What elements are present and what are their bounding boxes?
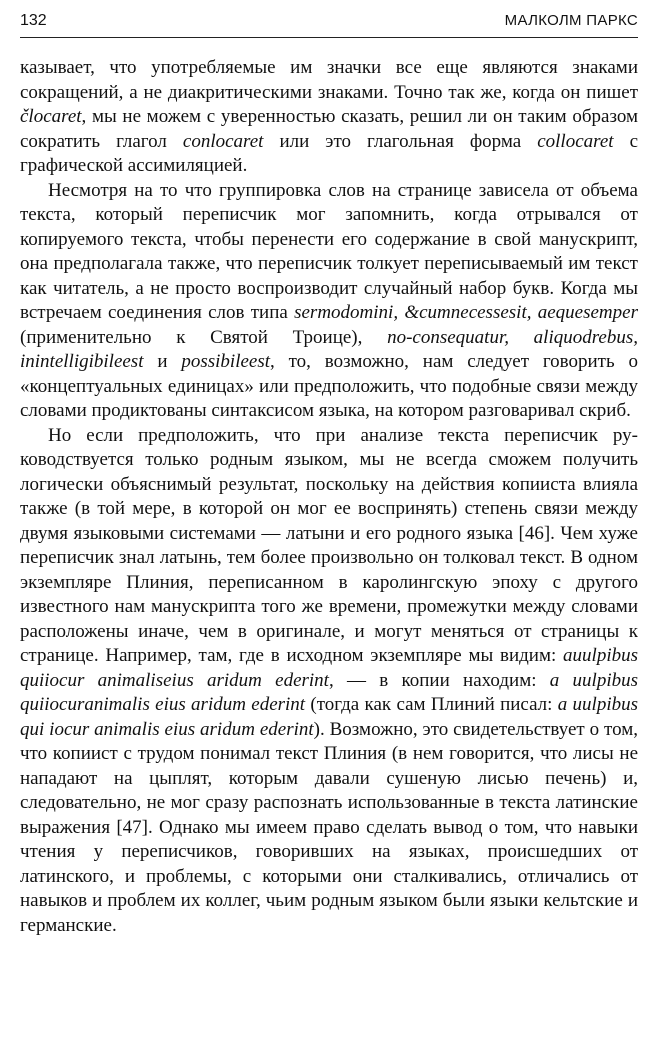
paragraph-text: казывает, что употребляемые им значки все еще являются знаками сокращений, а не диакритическими знаками. Точно так же, когда он пишет	[20, 57, 638, 103]
paragraph-text: Но если предположить, что при анализе текста переписчик руководствуется только родным языком, мы не всегда сможем получить логически объяснимый результат, поскольку на действия копииста влияла также (в той мере, в которой он мог ее воспринять) степень связи между двумя языковыми системами — латыни и его родного языка [46]. Чем хуже переписчик знал латынь, тем более произвольно он толковал текст. В одном экземпляре Плиния, переписанном в каролингскую эпоху с другого известного нам манускрипта того же времени, промежутки между словами расположены иначе, чем в оригинале, и могут меняться от страницы к странице. Например, там, где в исходном экземпляре мы видим:	[20, 424, 638, 666]
paragraph-text: Несмотря на то что группировка слов на странице зависела от объема текста, который переписчик мог запомнить, когда отрывался от копируемого текста, чтобы перенести его содержание в свой манускрипт, она предполагала также, что переписчик толкует переписываемый им текст как читатель, а не просто воспроизводит случайный набор букв. Когда мы встречаем соединения слов типа	[20, 179, 638, 323]
paragraph-text: или это глагольная форма	[263, 130, 538, 152]
paragraph-text: с графической ассимиляцией.	[20, 130, 638, 176]
italic-latin-text: člocaret	[20, 106, 82, 127]
paragraph-text: (применительно к Святой Троице),	[20, 326, 388, 348]
paragraph	[20, 179, 638, 424]
italic-latin-text: a uulpibus qui iocur animalis eius aridum ederint	[20, 694, 639, 740]
italic-latin-text: possibileest	[181, 351, 271, 372]
page-number: 132	[20, 12, 47, 29]
paragraph-text: , мы не можем с уверенностью сказать, решил ли он таким образом сократить глагол	[20, 106, 638, 152]
italic-latin-text: auulpibus quiiocur animaliseius aridum ederint	[20, 645, 638, 691]
body-text	[20, 56, 638, 938]
paragraph-text: , то, возможно, нам следует говорить о «концептуальных единицах» или предположить, что подобные связи между словами продиктованы синтаксисом языка, на котором разговаривал скриб.	[20, 351, 638, 421]
running-head: МАЛКОЛМ ПАРКС	[504, 12, 638, 29]
paragraph	[20, 424, 638, 939]
italic-latin-text: conlocaret	[182, 130, 264, 152]
header-rule	[20, 37, 638, 38]
paragraph-text: , — в копии находим:	[328, 669, 550, 691]
paragraph-text: (тогда как сам Плиний писал:	[305, 694, 558, 715]
italic-latin-text: a uulpibus quiiocuranimalis eius aridum ederint	[20, 669, 639, 715]
page-header	[20, 12, 638, 32]
italic-latin-text: no-consequatur, aliquodrebus, inintelligibileest	[20, 326, 638, 372]
paragraph-text: и	[143, 351, 182, 372]
italic-latin-text: collocaret	[537, 130, 614, 152]
paragraph	[20, 56, 638, 179]
italic-latin-text: sermodomini, &cumnecessesit, aequesemper	[294, 302, 638, 323]
paragraph-text: ). Возможно, это свидетельствует о том, что копиист с трудом понимал текст Плиния (в нем говорится, что лисы не нападают на цыплят, которым давали сушеную лисью печень) и, следовательно, не мог сразу распознать использованные в текста латинские выражения [47]. Однако мы имеем право сделать вывод о том, что навыки чтения у переписчиков, говоривших на языках, происшедших от латинского, и проблемы, с которыми они сталкивались, отличались от навыков и проблем их коллег, чьим родным языком были языки кельтские и германские.	[20, 718, 639, 936]
